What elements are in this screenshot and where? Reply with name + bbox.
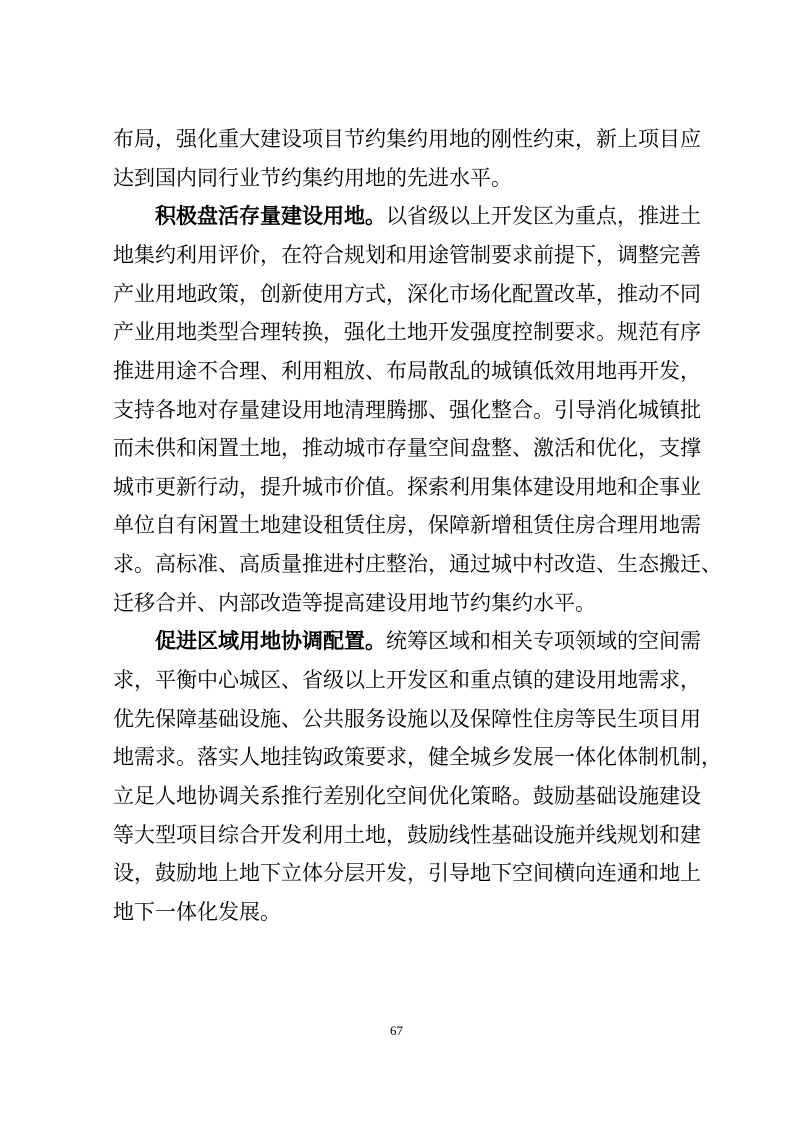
paragraph-3-line-5: 立足人地协调关系推行差别化空间优化策略。鼓励基础设施建设: [113, 784, 701, 808]
paragraph-1-line-1: 布局，强化重大建设项目节约集约用地的刚性约束，新上项目应: [113, 127, 701, 151]
paragraph-3-line-2: 求，平衡中心城区、省级以上开发区和重点镇的建设用地需求，: [113, 668, 701, 692]
paragraph-3-line-6: 等大型项目综合开发利用土地，鼓励线性基础设施并线规划和建: [113, 823, 701, 847]
paragraph-3-first-line-text: 统筹区域和相关专项领域的空间需: [386, 629, 701, 653]
paragraph-2-line-2: 地集约利用评价，在符合规划和用途管制要求前提下，调整完善: [113, 243, 701, 267]
paragraph-2-line-1: [155, 203, 755, 229]
paragraph-2-line-9: 单位自有闲置土地建设租赁住房，保障新增租赁住房合理用地需: [113, 513, 701, 537]
page-number: 67: [390, 1023, 403, 1038]
paragraph-2-heading: 积极盘活存量建设用地。: [155, 204, 386, 228]
paragraph-3-heading: 促进区域用地协调配置。: [155, 629, 386, 653]
paragraph-2-line-7: 而未供和闲置土地，推动城市存量空间盘整、激活和优化，支撑: [113, 436, 701, 460]
paragraph-3-line-3: 优先保障基础设施、公共服务设施以及保障性住房等民生项目用: [113, 707, 701, 731]
paragraph-1-line-2: 达到国内同行业节约集约用地的先进水平。: [113, 166, 512, 190]
paragraph-3-line-4: 地需求。落实人地挂钩政策要求，健全城乡发展一体化体制机制，: [113, 745, 722, 769]
paragraph-2-line-8: 城市更新行动，提升城市价值。探索利用集体建设用地和企事业: [113, 475, 701, 499]
paragraph-2-line-11: 迁移合并、内部改造等提高建设用地节约集约水平。: [113, 591, 596, 615]
paragraph-2-line-10: 求。高标准、高质量推进村庄整治，通过城中村改造、生态搬迁、: [113, 552, 722, 576]
paragraph-3-line-7: 设，鼓励地上地下立体分层开发，引导地下空间横向连通和地上: [113, 861, 701, 885]
paragraph-3-line-8: 地下一体化发展。: [113, 900, 281, 924]
paragraph-2-line-5: 推进用途不合理、利用粗放、布局散乱的城镇低效用地再开发，: [113, 359, 701, 383]
paragraph-2-line-3: 产业用地政策，创新使用方式，深化市场化配置改革，推动不同: [113, 282, 701, 306]
paragraph-2-line-6: 支持各地对存量建设用地清理腾挪、强化整合。引导消化城镇批: [113, 398, 701, 422]
paragraph-2-first-line-text: 以省级以上开发区为重点，推进土: [386, 204, 701, 228]
paragraph-3-line-1: [155, 628, 755, 654]
paragraph-2-line-4: 产业用地类型合理转换，强化土地开发强度控制要求。规范有序: [113, 320, 701, 344]
